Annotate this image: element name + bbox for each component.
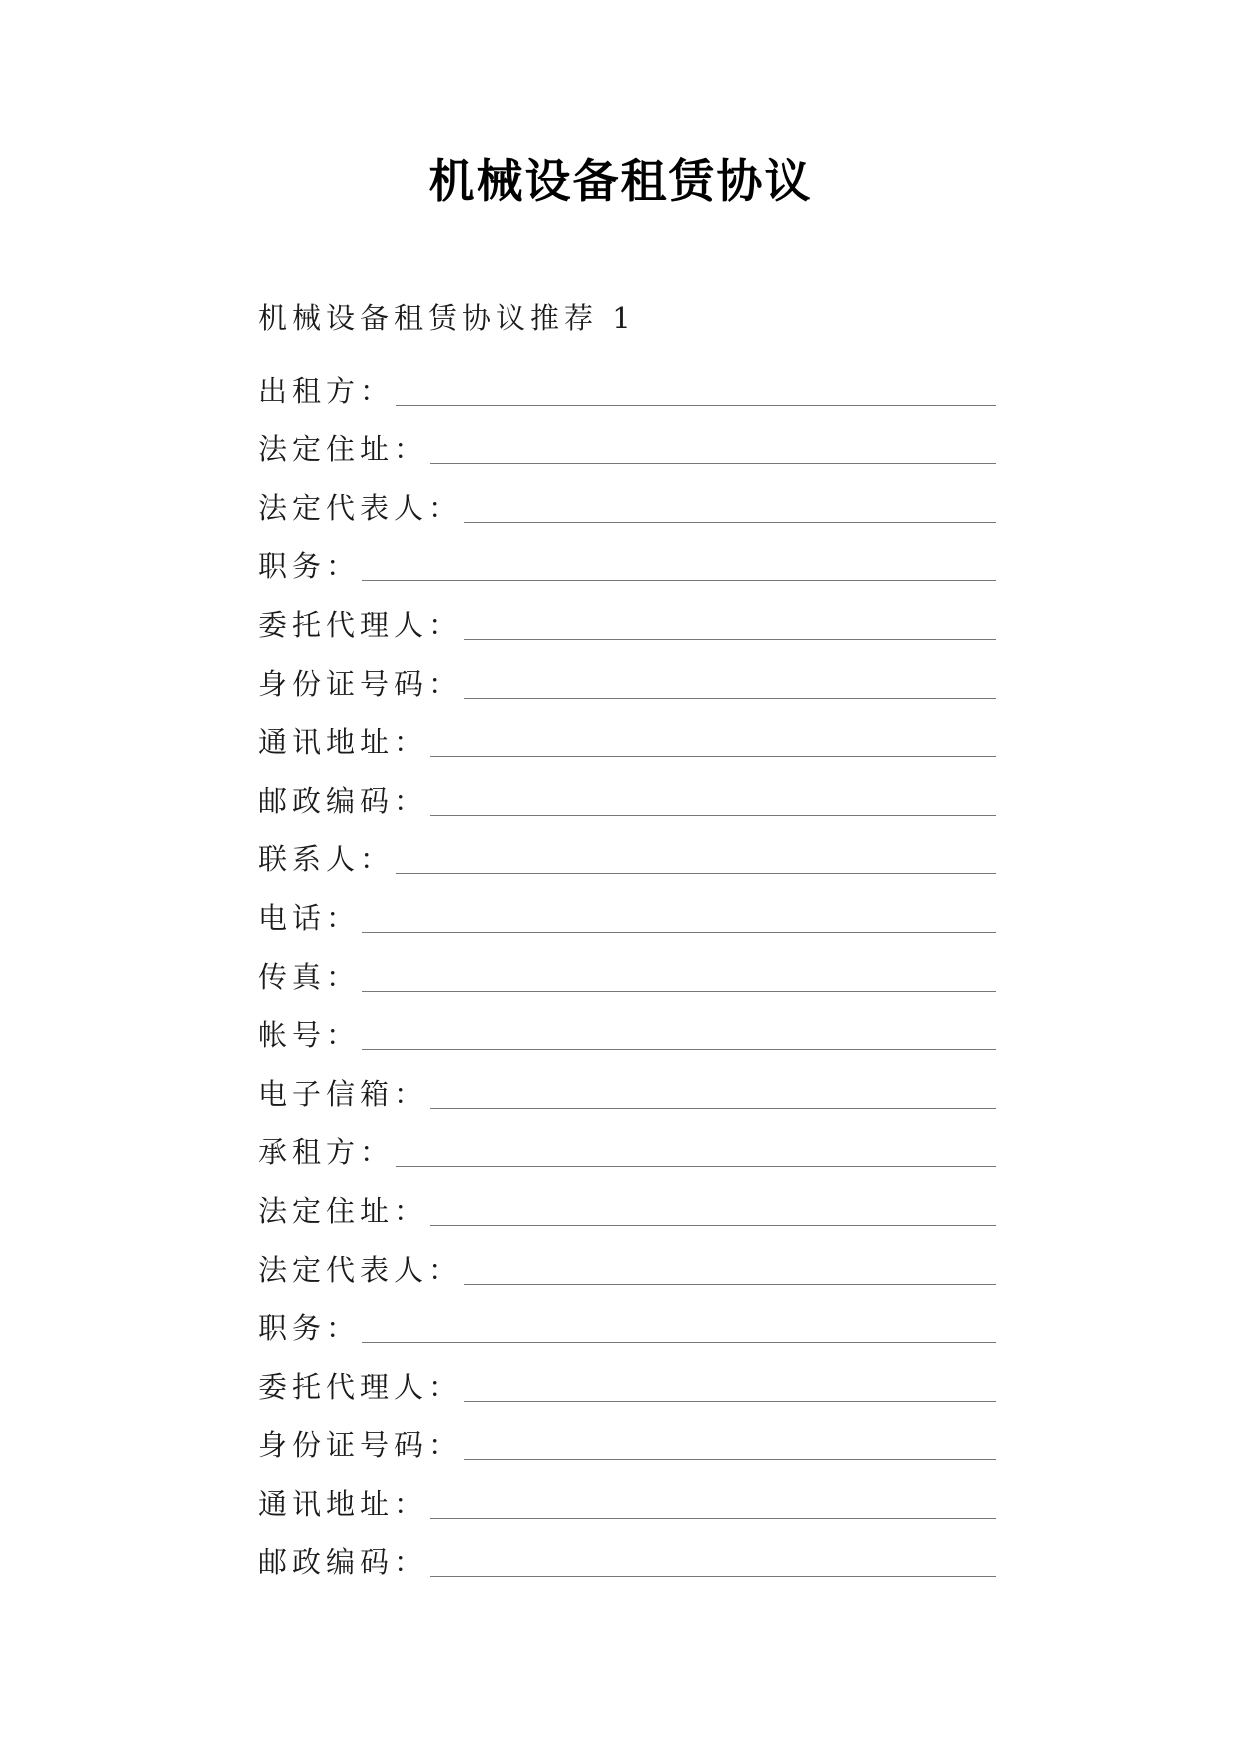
blank-fill-line	[362, 1342, 996, 1343]
field-label: 法定住址：	[258, 432, 429, 467]
form-field-row	[258, 471, 996, 530]
blank-fill-line	[464, 1459, 996, 1460]
form-field-row	[258, 354, 996, 413]
blank-fill-line	[362, 991, 996, 992]
form-field-row	[258, 823, 996, 882]
blank-fill-line	[464, 1401, 996, 1402]
field-label: 职务：	[258, 1311, 361, 1346]
blank-fill-line	[430, 1518, 996, 1519]
field-label: 出租方：	[258, 373, 395, 408]
form-field-row	[258, 1467, 996, 1526]
field-label: 委托代理人：	[258, 607, 463, 642]
blank-fill-line	[396, 405, 996, 406]
blank-fill-line	[396, 1166, 996, 1167]
field-list	[258, 354, 996, 1584]
field-label: 通讯地址：	[258, 1486, 429, 1521]
form-field-row	[258, 764, 996, 823]
field-label: 邮政编码：	[258, 783, 429, 818]
form-field-row	[258, 530, 996, 589]
field-label: 电子信箱：	[258, 1076, 429, 1111]
blank-fill-line	[430, 756, 996, 757]
form-field-row	[258, 413, 996, 472]
field-label: 委托代理人：	[258, 1369, 463, 1404]
form-field-row	[258, 1057, 996, 1116]
blank-fill-line	[464, 1284, 996, 1285]
field-label: 身份证号码：	[258, 1428, 463, 1463]
field-label: 帐号：	[258, 1018, 361, 1053]
field-label: 法定代表人：	[258, 490, 463, 525]
document-subtitle: 机械设备租赁协议推荐 1	[258, 301, 636, 335]
blank-fill-line	[362, 932, 996, 933]
form-field-row	[258, 1116, 996, 1175]
form-field-row	[258, 1174, 996, 1233]
form-field-row	[258, 1350, 996, 1409]
form-field-row	[258, 881, 996, 940]
blank-fill-line	[464, 698, 996, 699]
field-label: 法定代表人：	[258, 1252, 463, 1287]
field-label: 电话：	[258, 900, 361, 935]
field-label: 邮政编码：	[258, 1545, 429, 1580]
form-field-row	[258, 1526, 996, 1585]
form-field-row	[258, 999, 996, 1058]
blank-fill-line	[430, 815, 996, 816]
form-field-row	[258, 1409, 996, 1468]
field-label: 通讯地址：	[258, 725, 429, 760]
field-label: 联系人：	[258, 842, 395, 877]
blank-fill-line	[464, 639, 996, 640]
blank-fill-line	[430, 1225, 996, 1226]
field-label: 身份证号码：	[258, 666, 463, 701]
blank-fill-line	[430, 463, 996, 464]
blank-fill-line	[430, 1576, 996, 1577]
blank-fill-line	[430, 1108, 996, 1109]
field-label: 职务：	[258, 549, 361, 584]
blank-fill-line	[464, 522, 996, 523]
field-label: 承租方：	[258, 1135, 395, 1170]
form-field-row	[258, 706, 996, 765]
form-field-row	[258, 1233, 996, 1292]
form-field-row	[258, 940, 996, 999]
field-label: 传真：	[258, 959, 361, 994]
document-title: 机械设备租赁协议	[428, 154, 813, 208]
form-field-row	[258, 1292, 996, 1351]
blank-fill-line	[362, 1049, 996, 1050]
field-label: 法定住址：	[258, 1193, 429, 1228]
form-field-row	[258, 647, 996, 706]
blank-fill-line	[362, 580, 996, 581]
blank-fill-line	[396, 873, 996, 874]
form-field-row	[258, 588, 996, 647]
